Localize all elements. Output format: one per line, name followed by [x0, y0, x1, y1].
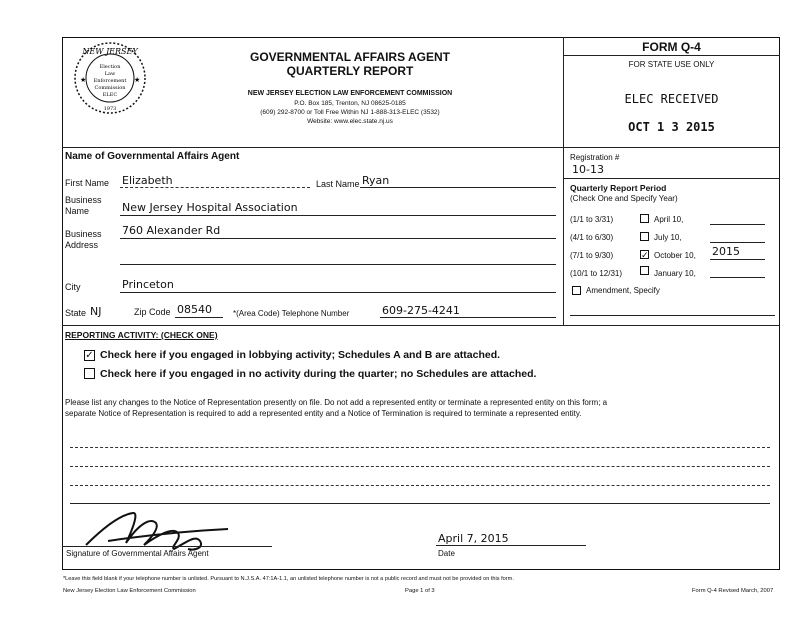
form-id: FORM Q-4: [642, 40, 701, 54]
svg-text:★: ★: [80, 77, 87, 84]
business-name-label-2: Name: [65, 206, 90, 216]
footer-left: New Jersey Election Law Enforcement Commission: [63, 588, 196, 594]
registration-label: Registration #: [570, 153, 620, 162]
period-checkbox[interactable]: [640, 266, 649, 275]
svg-text:Enforcement: Enforcement: [93, 78, 127, 84]
period-range: (1/1 to 3/31): [570, 215, 614, 224]
business-name-line: [120, 215, 556, 216]
state-use-label: FOR STATE USE ONLY: [628, 60, 715, 69]
state-field[interactable]: NJ: [90, 305, 102, 318]
registration-rule: [563, 178, 780, 179]
period-checkbox[interactable]: [640, 214, 649, 223]
signature-label: Signature of Governmental Affairs Agent: [66, 549, 209, 558]
state-label: State: [65, 308, 87, 318]
first-name-label: First Name: [65, 178, 110, 188]
svg-text:NEW JERSEY: NEW JERSEY: [82, 47, 138, 56]
received-date-stamp: OCT 1 3 2015: [628, 120, 715, 134]
zip-label: Zip Code: [134, 307, 171, 317]
period-year-line: [710, 277, 765, 278]
svg-text:★: ★: [134, 77, 141, 84]
phone-field[interactable]: 609-275-4241: [382, 304, 460, 317]
signature-line: [62, 546, 272, 547]
footer-page: Page 1 of 3: [405, 588, 435, 594]
changes-line-3[interactable]: [70, 485, 770, 486]
received-stamp: ELEC RECEIVED: [624, 92, 719, 106]
business-name-field[interactable]: New Jersey Hospital Association: [122, 201, 298, 214]
period-range: (7/1 to 9/30): [570, 251, 614, 260]
business-name-label-1: Business: [65, 195, 102, 205]
agency-address: P.O. Box 185, Trenton, NJ 08625-0185: [294, 100, 406, 107]
period-year-line: [710, 224, 765, 225]
first-name-line: [120, 187, 310, 188]
reporting-title: REPORTING ACTIVITY: (CHECK ONE): [65, 330, 218, 340]
changes-line-1[interactable]: [70, 447, 770, 448]
form-subtitle: QUARTERLY REPORT: [286, 64, 414, 78]
first-name-field[interactable]: Elizabeth: [122, 174, 173, 187]
last-name-line: [360, 187, 556, 188]
period-subtitle: (Check One and Specify Year): [570, 194, 678, 203]
agency-website: Website: www.elec.state.nj.us: [307, 118, 393, 125]
lobbying-option-label: Check here if you engaged in lobbying activity; Schedules A and B are attached.: [100, 349, 501, 361]
date-field[interactable]: April 7, 2015: [438, 532, 509, 545]
lobbying-checkbox[interactable]: ✓: [85, 350, 94, 361]
last-name-field[interactable]: Ryan: [362, 174, 390, 187]
svg-text:Election: Election: [99, 64, 121, 70]
city-label: City: [65, 282, 81, 292]
form-title: GOVERNMENTAL AFFAIRS AGENT: [249, 50, 450, 64]
agent-bottom-rule: [62, 325, 780, 326]
amendment-line: [570, 315, 775, 316]
period-label: July 10,: [654, 233, 682, 242]
form-id-divider: [563, 55, 780, 56]
svg-text:ELEC: ELEC: [102, 92, 118, 98]
period-range: (10/1 to 12/31): [570, 269, 623, 278]
business-address-label-1: Business: [65, 229, 102, 239]
zip-line: [175, 317, 223, 318]
footer-note: *Leave this field blank if your telephone number is unlisted. Pursuant to N.J.S.A. 47:1A-1.1, an unlisted telephone number is not a public record and must not be provided on this form.: [63, 576, 514, 582]
amendment-label: Amendment, Specify: [586, 286, 660, 295]
registration-number[interactable]: 10-13: [572, 163, 604, 176]
footer-right: Form Q-4 Revised March, 2007: [692, 588, 774, 594]
no-activity-option-label: Check here if you engaged in no activity during the quarter; no Schedules are attached.: [100, 368, 537, 380]
amendment-checkbox[interactable]: [572, 286, 581, 295]
changes-line-4[interactable]: [70, 503, 770, 504]
svg-text:1973: 1973: [103, 106, 117, 112]
changes-instructions: Please list any changes to the Notice of Representation presently on file. Do not add a represented entity or terminate a represented entity on this form; a separate Notice of Representation is required to add a represented entity and a Notice of Termination is required to terminate a represented entity.: [65, 398, 608, 418]
agency-name: NEW JERSEY ELECTION LAW ENFORCEMENT COMMISSION: [247, 90, 453, 97]
period-title: Quarterly Report Period: [570, 183, 667, 193]
agent-divider: [563, 147, 564, 325]
period-checkbox[interactable]: ✓: [641, 250, 649, 260]
period-checkbox[interactable]: [640, 232, 649, 241]
period-label: October 10,: [654, 251, 696, 260]
date-label: Date: [438, 549, 455, 558]
business-address-label-2: Address: [65, 240, 99, 250]
zip-field[interactable]: 08540: [177, 303, 212, 316]
city-line: [120, 292, 556, 293]
period-year-line: [710, 259, 765, 260]
business-address-line-2: [120, 264, 556, 265]
period-year[interactable]: 2015: [712, 245, 740, 258]
phone-label: *(Area Code) Telephone Number: [233, 309, 350, 318]
header-bottom-rule: [62, 147, 780, 148]
last-name-label: Last Name: [316, 179, 360, 189]
business-address-line-1: [120, 238, 556, 239]
period-year-line: [710, 242, 765, 243]
no-activity-checkbox[interactable]: [84, 368, 95, 379]
agent-section-title: Name of Governmental Affairs Agent: [65, 151, 240, 162]
svg-text:Law: Law: [104, 71, 116, 77]
business-address-field[interactable]: 760 Alexander Rd: [122, 224, 221, 237]
phone-line: [380, 317, 556, 318]
period-label: January 10,: [654, 269, 696, 278]
date-line: [436, 545, 586, 546]
svg-text:Commission: Commission: [94, 85, 126, 91]
period-range: (4/1 to 6/30): [570, 233, 614, 242]
elec-seal-logo: [72, 40, 148, 116]
agency-phone: (609) 292-8700 or Toll Free Within NJ 1-888-313-ELEC (3532): [260, 109, 440, 116]
city-field[interactable]: Princeton: [122, 278, 174, 291]
changes-line-2[interactable]: [70, 466, 770, 467]
period-label: April 10,: [654, 215, 684, 224]
